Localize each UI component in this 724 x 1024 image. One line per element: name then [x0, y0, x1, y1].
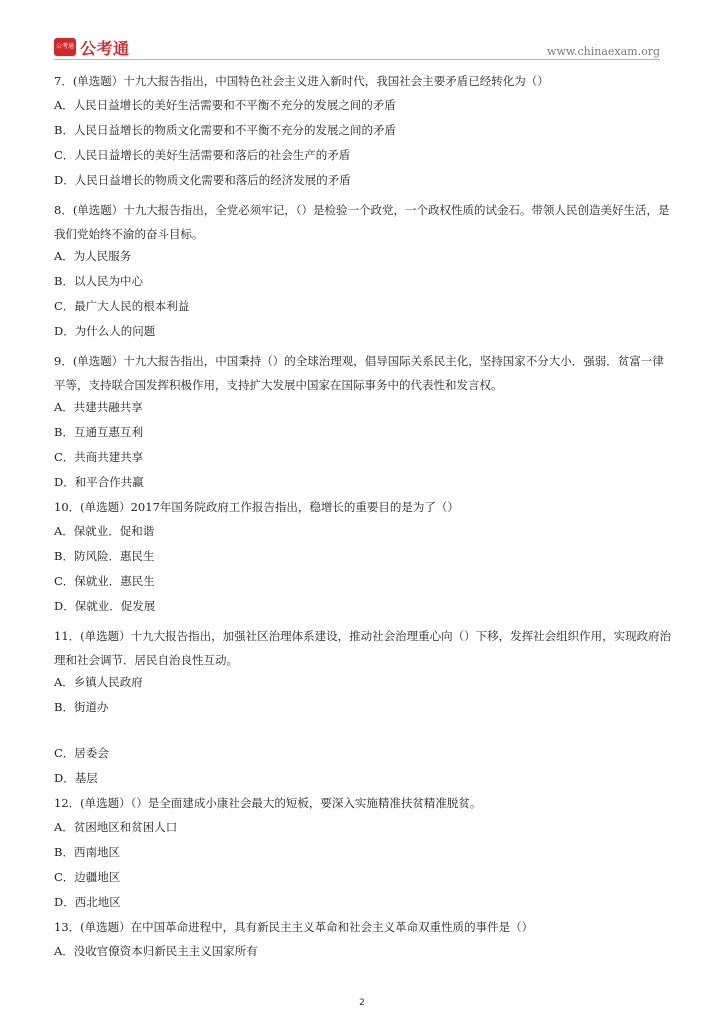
question-10-option-b: B．防风险．惠民生 [54, 549, 155, 563]
logo [54, 36, 130, 58]
question-7-option-b: B．人民日益增长的物质文化需要和不平衡不充分的发展之间的矛盾 [54, 123, 396, 137]
question-10-stem: 10．(单选题）2017年国务院政府工作报告指出，稳增长的重要目的是为了（） [54, 500, 459, 514]
header-divider [54, 59, 660, 60]
question-12-option-d: D．西北地区 [54, 895, 121, 909]
question-8-option-a: A．为人民服务 [54, 249, 132, 263]
question-8-option-d: D．为什么人的问题 [54, 324, 156, 338]
question-9-option-a: A．共建共融共享 [54, 400, 143, 414]
question-11-option-b: B．街道办 [54, 700, 109, 714]
question-list [54, 74, 674, 969]
question-12-option-a: A．贫困地区和贫困人口 [54, 820, 178, 834]
question-9-option-c: C．共商共建共享 [54, 450, 144, 464]
question-12-option-c: C．边疆地区 [54, 870, 121, 884]
question-9-option-b: B．互通互惠互利 [54, 425, 143, 439]
question-9-stem: 9．(单选题）十九大报告指出，中国秉持（）的全球治理观，倡导国际关系民主化，坚持国家不分大小．强弱．贫富一律平等，支持联合国发挥积极作用，支持扩大发展中国家在国际事务中的代表性和发言权。 [54, 354, 664, 392]
site-url: www.chinaexam.org [547, 45, 660, 58]
question-13-stem: 13．(单选题）在中国革命进程中，具有新民主主义革命和社会主义革命双重性质的事件是（） [54, 920, 534, 934]
question-8-option-b: B．以人民为中心 [54, 274, 143, 288]
question-11-option-c: C．居委会 [54, 746, 109, 760]
question-7-option-d: D．人民日益增长的物质文化需要和落后的经济发展的矛盾 [54, 173, 351, 187]
logo-badge: 公考通 [54, 38, 76, 56]
question-7-option-a: A．人民日益增长的美好生活需要和不平衡不充分的发展之间的矛盾 [54, 98, 396, 112]
question-11-option-d: D．基层 [54, 771, 98, 785]
question-13-option-a: A．没收官僚资本归新民主主义国家所有 [54, 944, 258, 958]
question-10-option-a: A．保就业．促和谐 [54, 524, 155, 538]
page-number: 2 [359, 998, 365, 1008]
question-12-stem: 12．(单选题）（）是全面建成小康社会最大的短板，要深入实施精准扶贫精准脱贫。 [54, 796, 482, 810]
question-11-option-a: A．乡镇人民政府 [54, 675, 143, 689]
blank-gap [54, 725, 674, 746]
question-7-option-c: C．人民日益增长的美好生活需要和落后的社会生产的矛盾 [54, 148, 351, 162]
question-10-option-c: C．保就业．惠民生 [54, 574, 155, 588]
question-11-stem: 11．(单选题）十九大报告指出，加强社区治理体系建设，推动社会治理重心向（）下移，发挥社会组织作用，实现政府治理和社会调节．居民自治良性互动。 [54, 629, 672, 667]
question-8-stem: 8．(单选题）十九大报告指出，全党必须牢记，（）是检验一个政党，一个政权性质的试金石。带领人民创造美好生活，是我们党始终不渝的奋斗目标。 [54, 203, 670, 241]
page-header [0, 0, 724, 64]
question-7-stem: 7．(单选题）十九大报告指出，中国特色社会主义进入新时代，我国社会主要矛盾已经转化为（） [54, 74, 549, 88]
question-12-option-b: B．西南地区 [54, 845, 120, 859]
question-9-option-d: D．和平合作共赢 [54, 475, 144, 489]
question-8-option-c: C．最广大人民的根本利益 [54, 299, 190, 313]
logo-text: 公考通 [80, 38, 130, 58]
question-10-option-d: D．保就业．促发展 [54, 599, 156, 613]
